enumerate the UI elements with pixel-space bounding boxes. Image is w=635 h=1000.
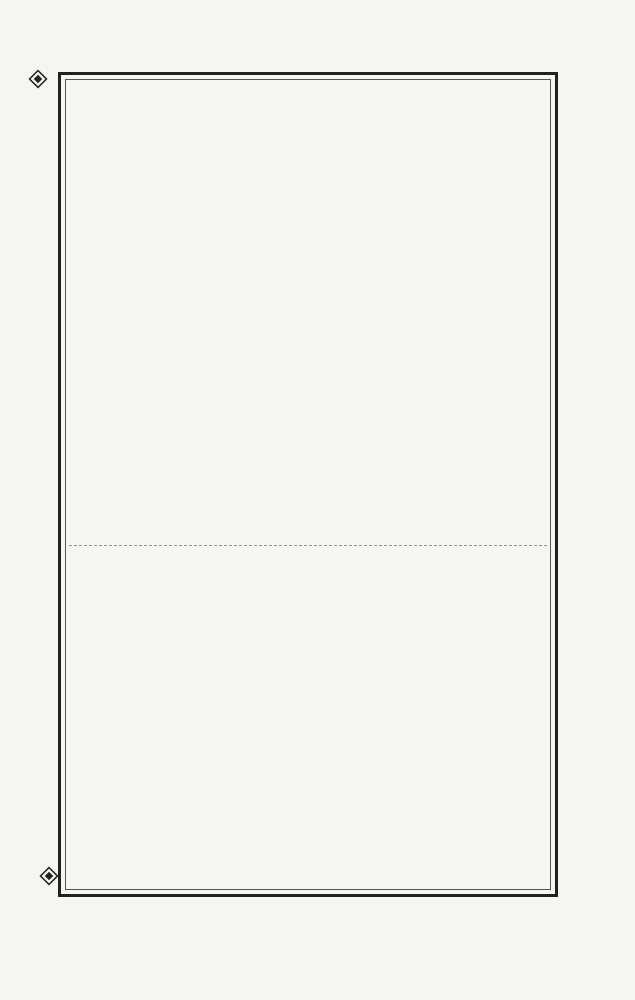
ornament-diamond-icon [38, 865, 60, 887]
ornament-diamond-icon [27, 68, 49, 90]
series-subtitle [566, 615, 626, 865]
genealogy-frame [58, 72, 558, 897]
section-divider [69, 545, 547, 546]
